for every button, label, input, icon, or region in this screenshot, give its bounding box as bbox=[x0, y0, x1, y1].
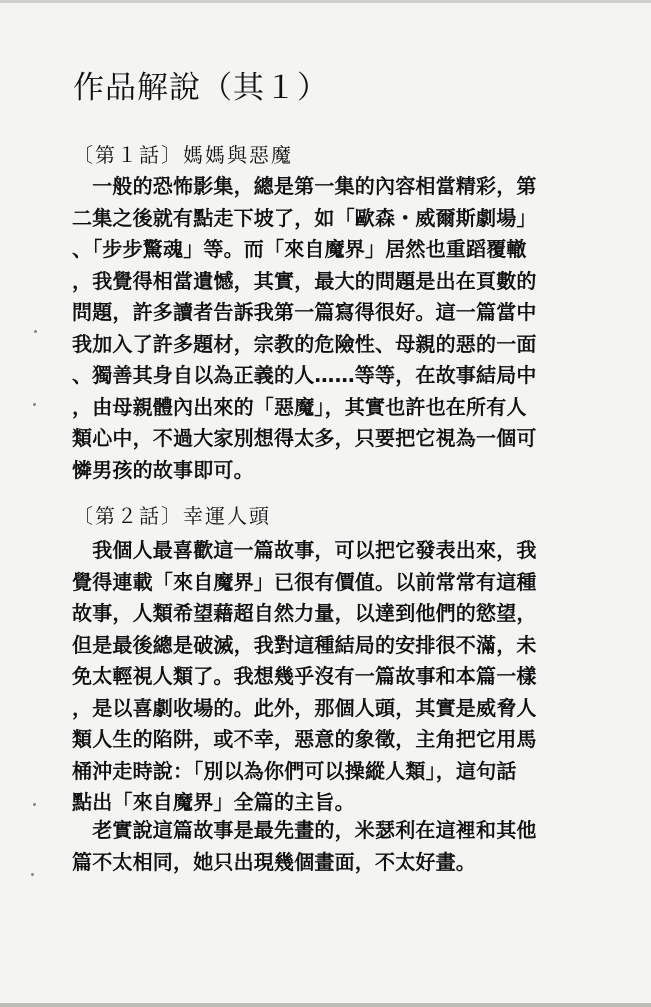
scan-speck bbox=[33, 803, 36, 806]
paragraph-line: ，由母親體內出來的「惡魔」，其實也許也在所有人 bbox=[72, 394, 527, 419]
scan-speck bbox=[31, 873, 34, 876]
section-2-paragraph-2 bbox=[72, 815, 612, 878]
paragraph-line: 我加入了許多題材，宗教的危險性、母親的惡的一面 bbox=[72, 331, 537, 356]
paragraph-line: 免太輕視人類了。我想幾乎沒有一篇故事和本篇一樣 bbox=[72, 664, 537, 688]
page-top-edge bbox=[0, 0, 651, 3]
paragraph-line: 點出「來自魔界」全篇的主旨。 bbox=[72, 790, 355, 814]
page-bottom-edge bbox=[0, 1003, 651, 1007]
scan-speck bbox=[34, 330, 37, 333]
paragraph-line: 、「步步驚魂」等。而「來自魔界」居然也重蹈覆轍 bbox=[72, 237, 527, 261]
page-title: 作品解說（其１） bbox=[73, 70, 329, 106]
paragraph-line: 類心中，不過大家別想得太多，只要把它視為一個可 bbox=[72, 426, 537, 450]
section-2-paragraph-1 bbox=[72, 535, 612, 819]
paragraph-line: 類人生的陷阱，或不幸，惡意的象徵，主角把它用馬 bbox=[72, 727, 537, 751]
section-heading-episode-2: 〔第２話〕幸運人頭 bbox=[73, 504, 271, 528]
paragraph-line: 憐男孩的故事即可。 bbox=[72, 457, 254, 482]
paragraph-line: 我個人最喜歡這一篇故事，可以把它發表出來，我 bbox=[72, 538, 537, 562]
paragraph-line: 覺得連載「來自魔界」已很有價值。以前常常有這種 bbox=[72, 569, 537, 594]
section-1-paragraph bbox=[72, 171, 612, 486]
paragraph-line: 問題，許多讀者告訴我第一篇寫得很好。這一篇當中 bbox=[72, 300, 537, 324]
paragraph-line: ，是以喜劇收場的。此外，那個人頭，其實是威脅人 bbox=[72, 695, 537, 720]
paragraph-line: 但是最後總是破滅，我對這種結局的安排很不滿，未 bbox=[72, 632, 537, 657]
paragraph-line: 桶沖走時說：「別以為你們可以操縱人類」，這句話 bbox=[72, 758, 517, 783]
paragraph-line: 篇不太相同，她只出現幾個畫面，不太好畫。 bbox=[72, 849, 476, 874]
paragraph-line: 故事，人類希望藉超自然力量，以達到他們的慾望， bbox=[72, 601, 537, 625]
paragraph-line: 老實說這篇故事是最先畫的，米瑟利在這裡和其他 bbox=[72, 818, 537, 842]
paragraph-line: 、獨善其身自以為正義的人……等等，在故事結局中 bbox=[72, 363, 537, 387]
section-heading-episode-1: 〔第１話〕媽媽與惡魔 bbox=[73, 143, 293, 167]
paragraph-line: 一般的恐怖影集，總是第一集的內容相當精彩，第 bbox=[72, 174, 537, 198]
scan-speck bbox=[33, 403, 36, 406]
paragraph-line: 二集之後就有點走下坡了，如「歐森・威爾斯劇場」 bbox=[72, 205, 537, 230]
paragraph-line: ，我覺得相當遺憾，其實，最大的問題是出在頁數的 bbox=[72, 268, 537, 293]
